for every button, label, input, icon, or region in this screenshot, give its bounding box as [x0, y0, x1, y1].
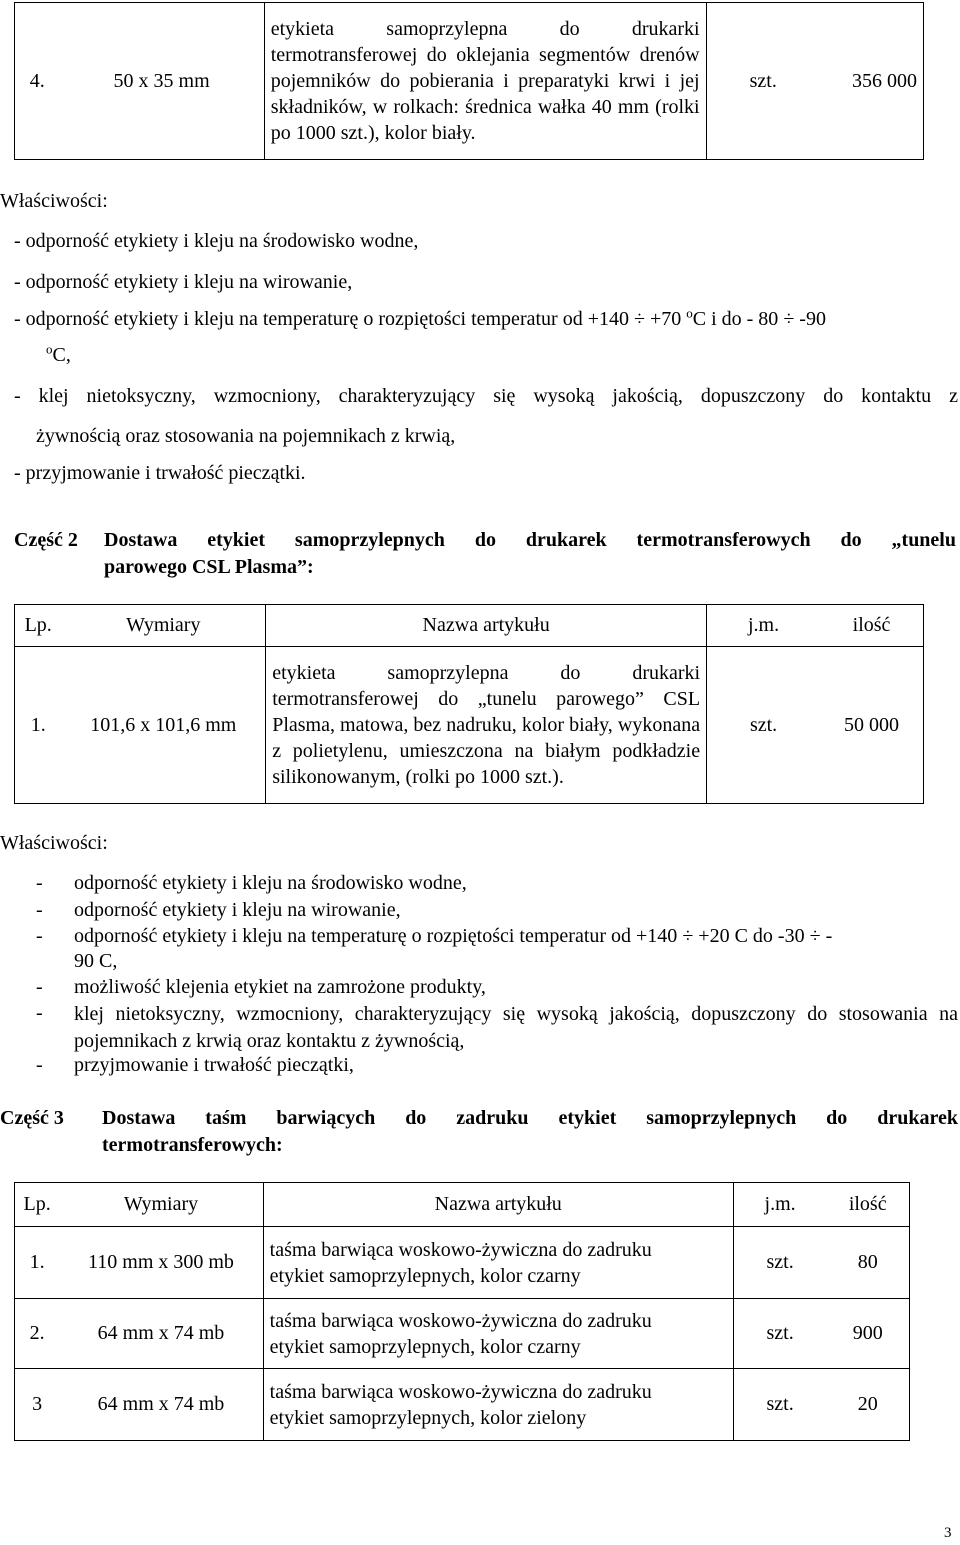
table-row [15, 1299, 910, 1369]
header-dims: Wymiary [61, 605, 265, 647]
part1-table [14, 2, 924, 160]
props2-item: przyjmowanie i trwałość pieczątki, [74, 1054, 354, 1076]
header-qty: ilość [820, 605, 923, 647]
props1-item: - odporność etykiety i kleju na wirowanie, [14, 271, 353, 293]
dims-cell: 110 mm x 300 mb [59, 1227, 263, 1299]
dash: - [36, 925, 43, 947]
header-name: Nazwa artykułu [263, 1183, 733, 1227]
dash: - [36, 1054, 43, 1076]
header-unit: j.m. [707, 605, 820, 647]
props2-item: odporność etykiety i kleju na wirowanie, [74, 899, 401, 921]
name-cell: etykieta samoprzylepna do drukarki termotransferowej do oklejania segmentów drenów pojemników do pobierania i preparatyki krwi i jej składników, w rolkach: średnica wałka 40 mm (rolki po 1000 szt.), kolor biały. [264, 3, 706, 160]
part2-title-cont: parowego CSL Plasma”: [104, 556, 314, 578]
header-name: Nazwa artykułu [266, 605, 707, 647]
lp-cell: 1. [15, 647, 62, 804]
table-header [15, 605, 924, 647]
props1-item: - klej nietoksyczny, wzmocniony, charakteryzujący się wysoką jakością, dopuszczony do kontaktu z [14, 385, 958, 407]
props2-item: odporność etykiety i kleju na środowisko wodne, [74, 872, 467, 894]
name-cell: taśma barwiąca woskowo-żywiczna do zadruku etykiet samoprzylepnych, kolor czarny [263, 1299, 733, 1369]
props1-heading: Właściwości: [0, 190, 108, 212]
part3-table [14, 1182, 910, 1441]
header-dims: Wymiary [59, 1183, 263, 1227]
part3-label: Część 3 [0, 1107, 64, 1129]
page-number: 3 [944, 1525, 952, 1541]
part2-label: Część 2 [14, 529, 78, 551]
part3-title: Dostawa taśm barwiących do zadruku etykiet samoprzylepnych do drukarek [102, 1107, 958, 1129]
qty-cell: 80 [826, 1227, 909, 1299]
dims-cell: 64 mm x 74 mb [59, 1299, 263, 1369]
unit-cell: szt. [733, 1227, 826, 1299]
qty-cell: 900 [826, 1299, 909, 1369]
props2-item: możliwość klejenia etykiet na zamrożone produkty, [74, 976, 486, 998]
lp-cell: 2. [15, 1299, 60, 1369]
qty-cell: 50 000 [820, 647, 923, 804]
props2-item-temperature-cont: 90 C, [74, 950, 118, 972]
dash: - [36, 872, 43, 894]
props2-heading: Właściwości: [0, 832, 108, 854]
props1-item: - odporność etykiety i kleju na środowisko wodne, [14, 230, 419, 252]
qty-cell: 356 000 [820, 3, 924, 160]
dims-cell: 50 x 35 mm [59, 3, 264, 160]
dims-cell: 101,6 x 101,6 mm [61, 647, 265, 804]
table-row [15, 1369, 910, 1441]
props1-item: - przyjmowanie i trwałość pieczątki. [14, 462, 306, 484]
part2-title: Dostawa etykiet samoprzylepnych do drukarek termotransferowych do „tunelu [104, 529, 956, 551]
table-row [15, 3, 924, 160]
unit-cell: szt. [733, 1299, 826, 1369]
props1-item-cont: żywnością oraz stosowania na pojemnikach z krwią, [36, 425, 456, 447]
table-row [15, 647, 924, 804]
dims-cell: 64 mm x 74 mb [59, 1369, 263, 1441]
unit-cell: szt. [707, 647, 820, 804]
name-cell: taśma barwiąca woskowo-żywiczna do zadruku etykiet samoprzylepnych, kolor zielony [263, 1369, 733, 1441]
lp-cell: 3 [15, 1369, 60, 1441]
dash: - [36, 1002, 43, 1024]
name-cell: taśma barwiąca woskowo-żywiczna do zadruku etykiet samoprzylepnych, kolor czarny [263, 1227, 733, 1299]
props2-item: klej nietoksyczny, wzmocniony, charakteryzujący się wysoką jakością, dopuszczony do stosowania na pojemnikach z krwią oraz kontaktu z żywnością, [74, 1003, 958, 1052]
header-lp: Lp. [15, 1183, 60, 1227]
props1-item-temperature-cont: $^o$C, [46, 341, 71, 366]
dash: - [36, 976, 43, 998]
name-cell: etykieta samoprzylepna do drukarki termotransferowej do „tunelu parowego” CSL Plasma, matowa, bez nadruku, kolor biały, wykonana z polietylenu, umieszczona na białym podkładzie silikonowanym, (rolki po 1000 szt.). [266, 647, 707, 804]
qty-cell: 20 [826, 1369, 909, 1441]
lp-cell: 1. [15, 1227, 60, 1299]
header-unit: j.m. [733, 1183, 826, 1227]
part2-table [14, 604, 924, 804]
lp-cell: 4. [15, 3, 60, 160]
part3-title-cont: termotransferowych: [102, 1134, 283, 1156]
table-row [15, 1227, 910, 1299]
props1-item-temperature: - odporność etykiety i kleju na temperaturę o rozpiętości temperatur od +140 ÷ +70 $^o$C i do - 80 ÷ -90 [14, 305, 826, 330]
dash: - [36, 899, 43, 921]
table-header [15, 1183, 910, 1227]
header-lp: Lp. [15, 605, 62, 647]
props2-item-temperature: odporność etykiety i kleju na temperaturę o rozpiętości temperatur od +140 ÷ +20 C do -30 ÷ - [74, 925, 833, 947]
header-qty: ilość [826, 1183, 909, 1227]
unit-cell: szt. [706, 3, 820, 160]
unit-cell: szt. [733, 1369, 826, 1441]
